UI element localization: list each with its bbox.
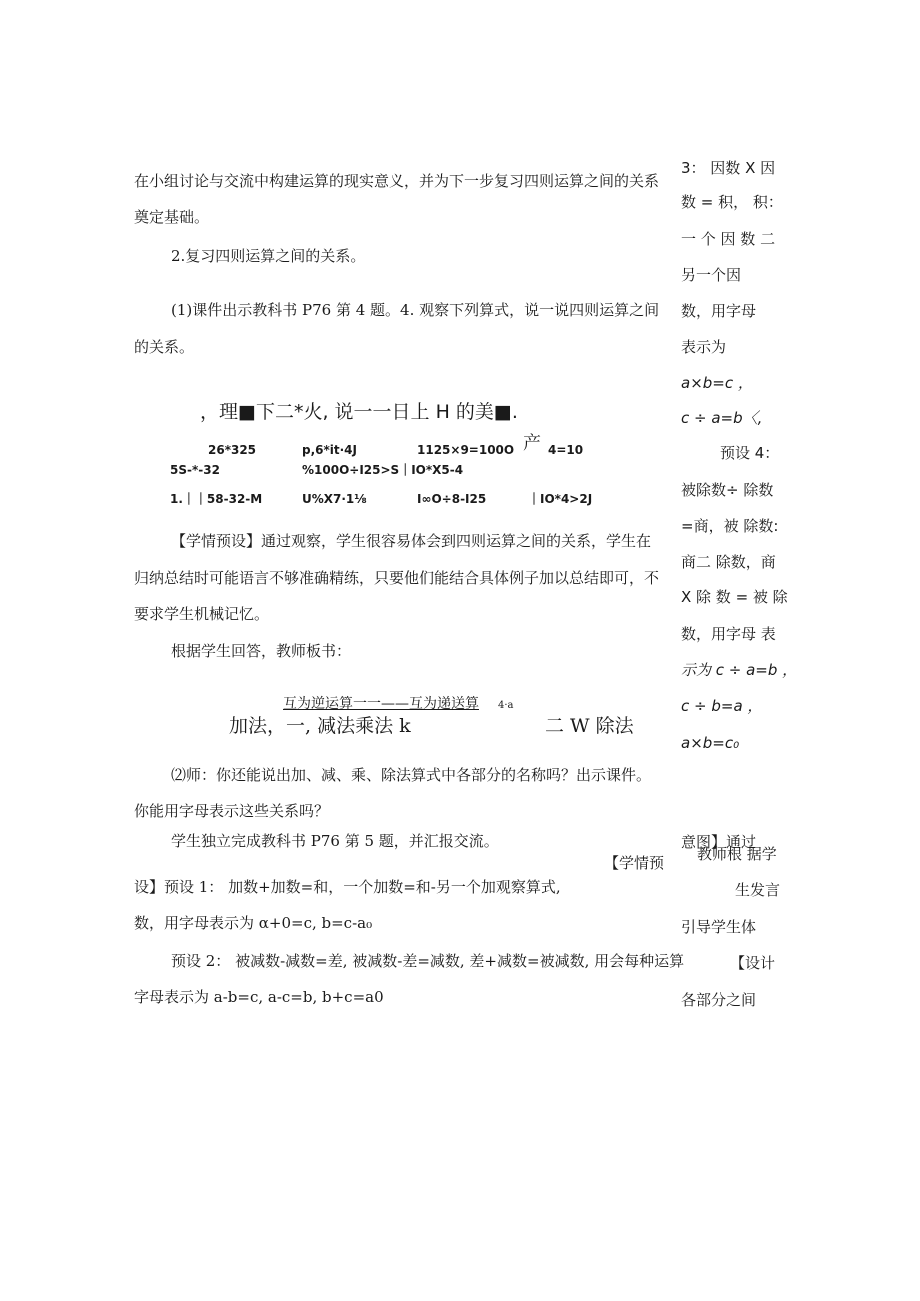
side-note-line: c ÷ a=b〈, [681,409,763,427]
side-note-line: 引导学生体 [681,918,757,936]
paragraph-line: 在小组讨论与交流中构建运算的现实意义，并为下一步复习四则运算之间的关系 [134,172,660,190]
equation: I∞O÷8-I25 [417,492,487,506]
side-note-line: 教师根 据学 [697,845,777,863]
side-note-line: 【设计 [730,954,776,972]
equation: ｜IO*4>2J [528,492,593,506]
equation: 26*325 [208,443,257,457]
equation: 1125×9=100O [417,443,515,457]
side-note-line: 3： 因数 X 因 [681,159,776,177]
side-note-line: 数，用字母 表 [681,625,776,643]
paragraph-line: 学生独立完成教科书 P76 第 5 题，并汇报交流。 [171,832,499,850]
board-top-line: 互为逆运算一一——互为递送算 [283,696,479,712]
paragraph-line: 预设 2： 被减数-减数=差, 被减数-差=减数, 差+减数=被减数, 用会每种运算 [171,952,685,970]
equation: 5S-*-32 [170,463,220,477]
equation: %100O÷I25>S｜IO*X5-4 [302,463,464,477]
side-note-line: 数 = 积， 积： [681,193,783,211]
paragraph-line: 你能用字母表示这些关系吗？ [134,802,330,820]
side-note-line: 另一个因 [681,266,742,284]
paragraph-line: 的关系。 [134,338,195,356]
board-bottom-right: 二 W 除法 [545,715,634,737]
preset-tag: 【学情预 [604,854,665,872]
side-note-line: 各部分之间 [681,991,757,1009]
side-note-line: 意图】通过 [681,833,757,851]
side-note-line: 商二 除数，商 [681,553,776,571]
side-note-line: 预设 4： [720,444,780,462]
paragraph-line: 设】预设 1： 加数+加数=和，一个加数=和-另一个加观察算式, [134,878,561,896]
side-note-line: 被除数÷ 除数 [681,481,774,499]
side-note-line: X 除 数 = 被 除 [681,588,788,606]
board-bottom-left: 加法，一, 减法乘法 k [229,715,411,737]
side-note-line: a×b=c ， [681,374,753,392]
garbled-figure-title: ，理■下二*火, 说一一日上 H 的美■. [200,401,518,423]
side-note-line: =商，被 除数: [681,517,779,535]
section-heading: 2.复习四则运算之间的关系。 [171,247,366,265]
paragraph-line: 【学情预设】通过观察，学生很容易体会到四则运算之间的关系，学生在 [171,532,652,550]
equation: U%X7·1⅛ [302,492,367,506]
equation: 1.｜｜58-32-M [170,492,263,506]
equation: 4=10 [548,443,584,457]
side-note-line: 表示为 [681,338,727,356]
paragraph-line: ⑵师：你还能说出加、减、乘、除法算式中各部分的名称吗？出示课件。 [171,766,652,784]
side-note-line: 示为 c ÷ a=b ， [681,661,798,679]
paragraph-line: 要求学生机械记忆。 [134,605,270,623]
side-note-line: c ÷ b=a ， [681,697,763,715]
equation: 产 [523,433,541,454]
paragraph-line: 根据学生回答，教师板书： [171,642,352,660]
paragraph-line: (1)课件出示教科书 P76 第 4 题。4. 观察下列算式，说一说四则运算之间 [171,301,660,319]
side-note-line: 数，用字母 [681,302,757,320]
side-note-line: a×b=c₀ [681,734,740,752]
paragraph-line: 数，用字母表示为 α+0=c, b=c-a₀ [134,914,373,932]
paragraph-line: 奠定基础。 [134,208,210,226]
paragraph-line: 归纳总结时可能语言不够准确精练，只要他们能结合具体例子加以总结即可，不 [134,569,660,587]
side-note-line: 一 个 因 数 二 [681,230,776,248]
equation: p,6*it·4J [302,443,357,457]
board-top-tail: 4·a [498,700,514,711]
paragraph-line: 字母表示为 a-b=c, a-c=b, b+c=a0 [134,988,384,1006]
side-note-line: 生发言 [735,881,781,899]
